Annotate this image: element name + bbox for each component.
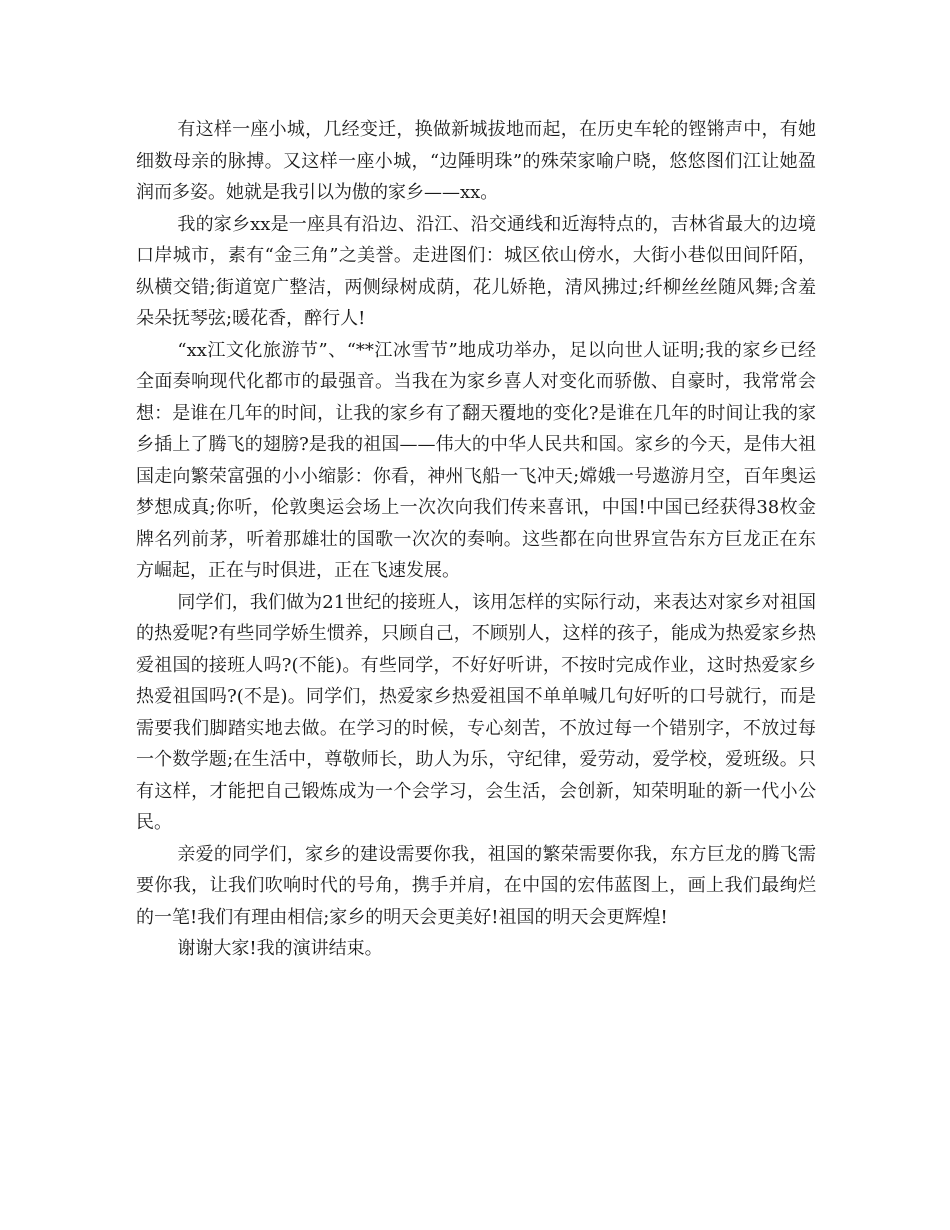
speech-body <box>136 114 816 965</box>
paragraph-students: 同学们，我们做为21世纪的接班人，该用怎样的实际行动，来表达对家乡对祖国的热爱呢?有些同学娇生惯养，只顾自己，不顾别人，这样的孩子，能成为热爱家乡热爱祖国的接班人吗?(不能)。有些同学，不好好听讲，不按时完成作业，这时热爱家乡热爱祖国吗?(不是)。同学们，热爱家乡热爱祖国不单单喊几句好听的口号就行，而是需要我们脚踏实地去做。在学习的时候，专心刻苦，不放过每一个错别字，不放过每一个数学题;在生活中，尊敬师长，助人为乐，守纪律，爱劳动，爱学校，爱班级。只有这样，才能把自己锻炼成为一个会学习，会生活，会创新，知荣明耻的新一代小公民。 <box>136 591 816 833</box>
paragraph-call-to-action: 亲爱的同学们，家乡的建设需要你我，祖国的繁荣需要你我，东方巨龙的腾飞需要你我，让我们吹响时代的号角，携手并肩，在中国的宏伟蓝图上，画上我们最绚烂的一笔!我们有理由相信;家乡的明天会更美好!祖国的明天会更辉煌! <box>136 843 816 928</box>
paragraph-festivals: “xx江文化旅游节”、“**江冰雪节”地成功举办，足以向世人证明;我的家乡已经全面奏响现代化都市的最强音。当我在为家乡喜人对变化而骄傲、自豪时，我常常会想：是谁在几年的时间，让我的家乡有了翻天覆地的变化?是谁在几年的时间让我的家乡插上了腾飞的翅膀?是我的祖国——伟大的中华人民共和国。家乡的今天，是伟大祖国走向繁荣富强的小小缩影：你看，神州飞船一飞冲天;嫦娥一号遨游月空，百年奥运梦想成真;你听，伦敦奥运会场上一次次向我们传来喜讯，中国!中国已经获得38枚金牌名列前茅，听着那雄壮的国歌一次次的奏响。这些都在向世界宣告东方巨龙正在东方崛起，正在与时俱进，正在飞速发展。 <box>136 339 816 581</box>
paragraph-intro: 有这样一座小城，几经变迁，换做新城拔地而起，在历史车轮的铿锵声中，有她细数母亲的脉搏。又这样一座小城，“边陲明珠”的殊荣家喻户晓，悠悠图们江让她盈润而多姿。她就是我引以为傲的家乡——xx。 <box>136 119 816 203</box>
paragraph-hometown: 我的家乡xx是一座具有沿边、沿江、沿交通线和近海特点的，吉林省最大的边境口岸城市，素有“金三角”之美誉。走进图们：城区依山傍水，大街小巷似田间阡陌，纵横交错;街道宽广整洁，两侧绿树成荫，花儿娇艳，清风拂过;纤柳丝丝随风舞;含羞朵朵抚琴弦;暖花香，醉行人! <box>136 213 816 329</box>
paragraph-closing: 谢谢大家!我的演讲结束。 <box>177 938 383 959</box>
